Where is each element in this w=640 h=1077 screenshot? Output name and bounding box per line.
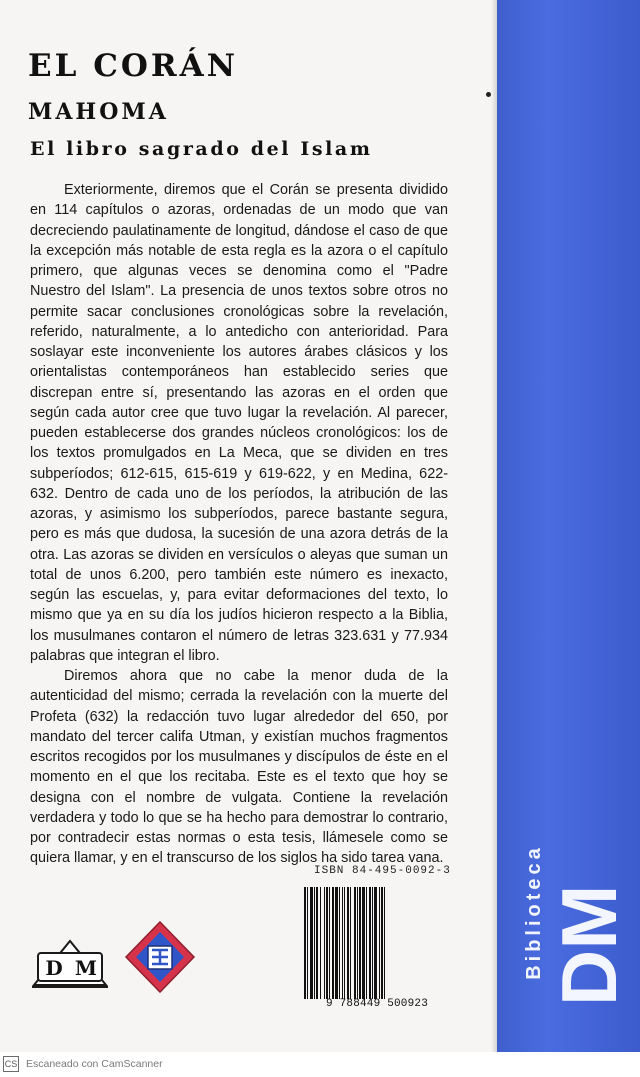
spine-dm-text: DM (545, 884, 633, 1006)
publisher-logo-left-letter: D (45, 956, 63, 980)
isbn-label: ISBN 84-495-0092-3 (314, 865, 451, 877)
description-paragraph: Exteriormente, diremos que el Corán se presenta dividido en 114 capítulos o azoras, ordenadas de un modo que van decreciendo paulatinamente de longitud, dándose el caso de que la excepción más notable de esta regla es la azora o el capítulo primero, que algunas veces se denomina como el "Padre Nuestro del Islam". La presencia de unos textos sobre otros no permite sacar conclusiones cronológicas sobre la revelación, referido, naturalmente, a lo antedicho con anterioridad. Para soslayar este inconveniente los autores árabes clásicos y los orientalistas contemporáneos han establecido series que discrepan entre sí, presentando las azoras en el orden que según cada autor cree que tuvo lugar la revelación. Al parecer, pueden establecerse dos grandes núcleos cronológicos: los de los textos promulgados en La Meca, que se dividen en tres subperíodos; 612-615, 615-619 y 619-622, y en Medina, 622-632. Dentro de cada uno de los períodos, la atribución de las azoras, y asimismo los subperíodos, parece bastante segura, pero es más que dudosa, la sucesión de una azora detrás de la otra. Las azoras se dividen en versículos o aleyas que suman un total de unos 6.200, pero también este número es inexacto, según las escuelas, y, para evitar deformaciones del texto, lo mismo que ya en su día los judíos hicieron respecto a la Biblia, los musulmanes contaron el número de letras 323.631 y 77.934 palabras que integran el libro. (30, 182, 448, 664)
scanner-watermark: Escaneado con CamScanner (26, 1058, 163, 1070)
camscanner-icon: CS (3, 1056, 19, 1072)
publisher-logo-right-letter: M (74, 956, 98, 980)
barcode (304, 887, 450, 1011)
spine-dm-mark (545, 836, 633, 1006)
cover-dot (486, 92, 491, 97)
description-text (30, 180, 448, 869)
scanner-footer (0, 1052, 640, 1077)
book-title: EL CORÁN (28, 48, 239, 84)
barcode-bars (304, 887, 450, 999)
book-author: MAHOMA (28, 99, 169, 125)
book-subtitle: El libro sagrado del Islam (30, 138, 373, 160)
publisher-logo (28, 935, 112, 990)
diamond-emblem-icon (124, 920, 196, 994)
barcode-number: 9 788449 500923 (325, 998, 429, 1010)
description-paragraph: Diremos ahora que no cabe la menor duda de la autenticidad del mismo; cerrada la revelación con la muerte del Profeta (632) la redacción tuvo lugar alrededor del 650, por mandato del tercer califa Utman, y existían muchos fragmentos escritos recogidos por los musulmanes y discípulos de éste en el momento en el que los recitaba. Este es el texto que hoy se designa con el nombre de vulgata. Contiene la revelación verdadera y todo lo que se ha hecho para demostrar lo contrario, por contradecir estas normas o esta tesis, llámesele como se quiera llamar, y en el transcurso de los siglos ha sido tarea vana. (30, 668, 448, 867)
spine-series-text: Biblioteca (522, 844, 545, 980)
